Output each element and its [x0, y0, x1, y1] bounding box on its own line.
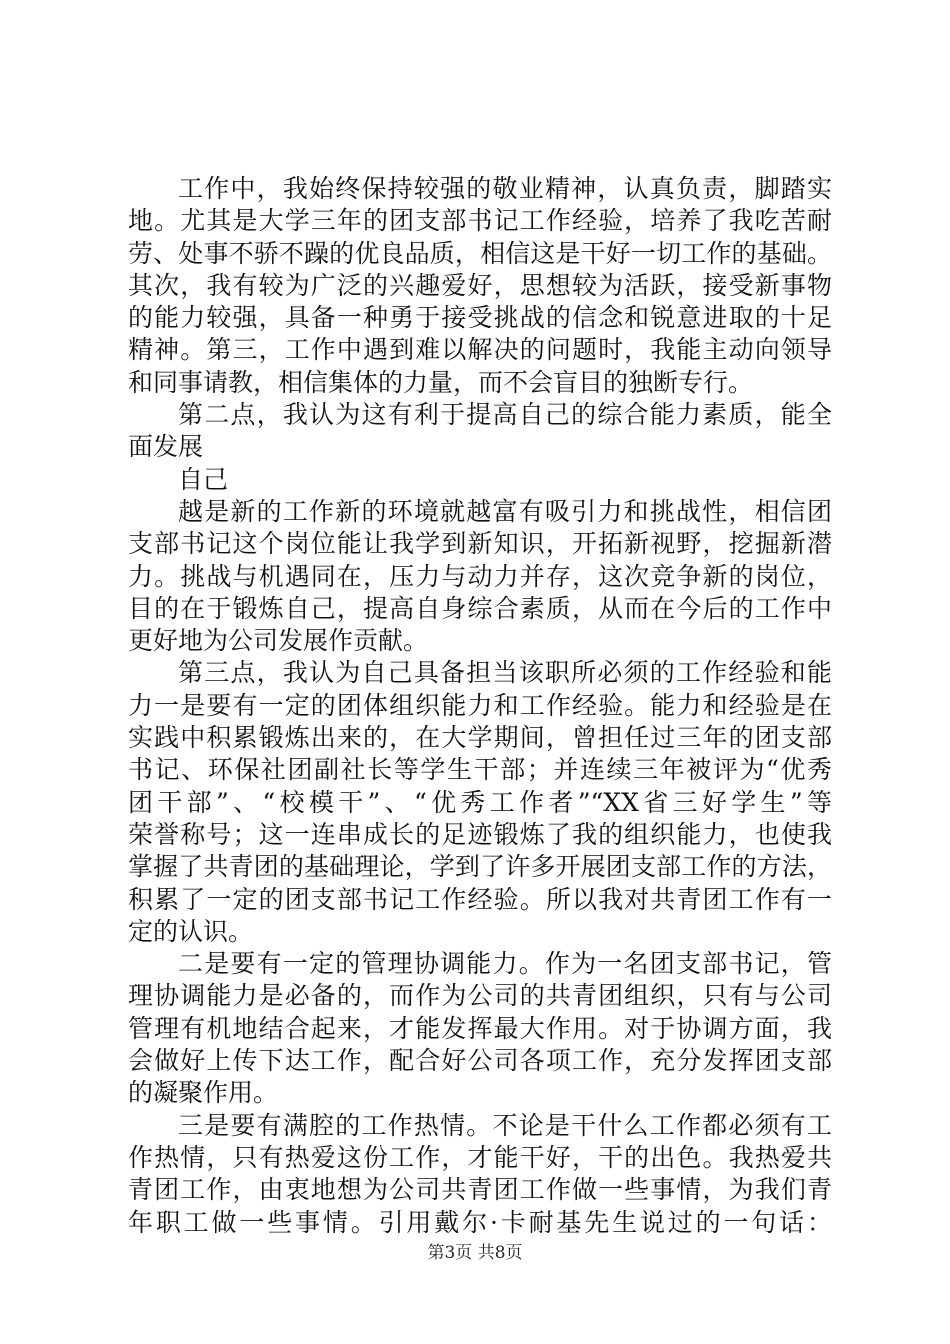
- text-line: 青团工作，由衷地想为公司共青团工作做一些事情，为我们青: [128, 1175, 832, 1205]
- text-line: 力。挑战与机遇同在，压力与动力并存，这次竞争新的岗位，: [128, 561, 832, 591]
- text-line: 和同事请教，相信集体的力量，而不会盲目的独断专行。: [128, 367, 754, 397]
- text-line: 三是要有满腔的工作热情。不论是干什么工作都必须有工: [178, 1110, 832, 1140]
- text-line: 理协调能力是必备的，而作为公司的共青团组织，只有与公司: [128, 981, 832, 1011]
- text-line: 会做好上传下达工作，配合好公司各项工作，充分发挥团支部: [128, 1046, 832, 1076]
- text-line: 第三点，我认为自己具备担当该职所必须的工作经验和能: [178, 658, 832, 688]
- text-line: 团干部”、“校模干”、“优秀工作者”“XX省三好学生”等: [128, 787, 832, 817]
- text-line: 管理有机地结合起来，才能发挥最大作用。对于协调方面，我: [128, 1013, 832, 1043]
- text-line: 自己: [178, 464, 229, 494]
- text-line: 书记、环保社团副社长等学生干部；并连续三年被评为“优秀: [128, 755, 832, 785]
- page-footer: 第3页 共8页: [427, 1243, 523, 1263]
- text-line: 越是新的工作新的环境就越富有吸引力和挑战性，相信团: [178, 496, 832, 526]
- text-line: 定的认识。: [128, 916, 254, 946]
- text-line: 的凝聚作用。: [128, 1078, 279, 1108]
- text-line: 工作中，我始终保持较强的敬业精神，认真负责，脚踏实: [178, 174, 832, 203]
- text-line: 其次，我有较为广泛的兴趣爱好，思想较为活跃，接受新事物: [128, 270, 832, 300]
- document-body: [128, 173, 832, 1239]
- text-line: 面发展: [128, 432, 204, 462]
- text-line: 二是要有一定的管理协调能力。作为一名团支部书记，管: [178, 949, 832, 979]
- text-line: 支部书记这个岗位能让我学到新知识，开拓新视野，挖掘新潜: [128, 529, 832, 559]
- text-line: 荣誉称号；这一连串成长的足迹锻炼了我的组织能力，也使我: [128, 819, 832, 849]
- text-line: 掌握了共青团的基础理论，学到了许多开展团支部工作的方法，: [128, 852, 832, 882]
- text-line: 实践中积累锻炼出来的，在大学期间，曾担任过三年的团支部: [128, 723, 832, 753]
- text-line: 更好地为公司发展作贡献。: [128, 626, 429, 656]
- text-line: 地。尤其是大学三年的团支部书记工作经验，培养了我吃苦耐: [128, 206, 832, 236]
- text-line: 劳、处事不骄不躁的优良品质，相信这是干好一切工作的基础。: [128, 238, 832, 268]
- text-line: 力一是要有一定的团体组织能力和工作经验。能力和经验是在: [128, 690, 832, 720]
- text-line: 积累了一定的团支部书记工作经验。所以我对共青团工作有一: [128, 884, 832, 914]
- text-line: 作热情，只有热爱这份工作，才能干好，干的出色。我热爱共: [128, 1142, 832, 1172]
- text-line: 年职工做一些事情。引用戴尔·卡耐基先生说过的一句话：: [128, 1207, 832, 1237]
- text-line: 第二点，我认为这有利于提高自己的综合能力素质，能全: [178, 400, 832, 430]
- text-line: 的能力较强，具备一种勇于接受挑战的信念和锐意进取的十足: [128, 303, 832, 333]
- text-line: 目的在于锻炼自己，提高自身综合素质，从而在今后的工作中: [128, 593, 832, 623]
- text-line: 精神。第三，工作中遇到难以解决的问题时，我能主动向领导: [128, 335, 832, 365]
